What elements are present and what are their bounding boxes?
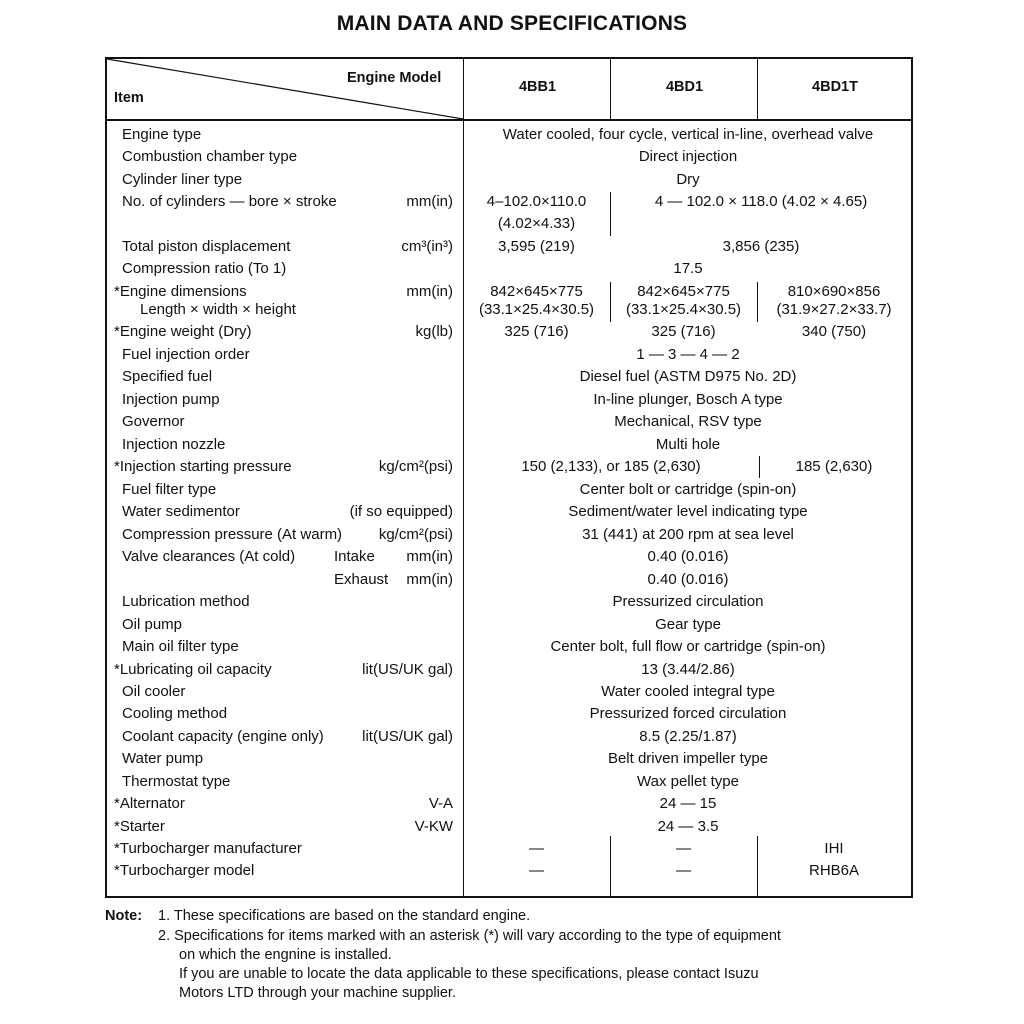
note-1: 1. These specifications are based on the standard engine. <box>158 908 531 924</box>
row-value: Water cooled, four cycle, vertical in-line, overhead valve <box>502 126 874 143</box>
row-label: Engine type <box>122 126 202 143</box>
header-divider <box>757 59 758 119</box>
note-2: 2. Specifications for items marked with an asterisk (*) will vary according to the type of equipment <box>158 928 781 944</box>
row-sublabel: Length × width × height <box>140 301 296 318</box>
value-4bd1: 325 (716) <box>651 323 716 340</box>
row-unit: mm(in) <box>406 548 453 565</box>
row-label: *Alternator <box>114 795 185 812</box>
note-2-line: on which the engnine is installed. <box>179 947 392 963</box>
row-sublabel: Exhaust <box>334 571 389 588</box>
row-label: Combustion chamber type <box>122 148 298 165</box>
value-4bb1: (4.02×4.33) <box>497 215 576 232</box>
row-value: 17.5 <box>673 260 703 277</box>
value-4bb1: (33.1×25.4×30.5) <box>478 301 595 318</box>
value-4bd: 4 — 102.0 × 118.0 (4.02 × 4.65) <box>654 193 868 210</box>
header-4bb1: 4BB1 <box>518 79 557 95</box>
row-value: Center bolt or cartridge (spin-on) <box>579 481 797 498</box>
row-value: 13 (3.44/2.86) <box>641 661 735 678</box>
row-value: Belt driven impeller type <box>607 750 769 767</box>
row-value: Pressurized forced circulation <box>589 705 787 722</box>
header-4bd1: 4BD1 <box>665 79 704 95</box>
row-label: Governor <box>122 413 185 430</box>
row-label: *Lubricating oil capacity <box>114 661 272 678</box>
table-header <box>107 59 911 121</box>
row-label: Thermostat type <box>122 773 231 790</box>
row-label: Main oil filter type <box>122 638 239 655</box>
row-value: Sediment/water level indicating type <box>568 503 808 520</box>
value-4bd1t: (31.9×27.2×33.7) <box>776 301 892 318</box>
row-unit: lit(US/UK gal) <box>362 661 453 678</box>
row-value: Diesel fuel (ASTM D975 No. 2D) <box>579 368 797 385</box>
row-unit: mm(in) <box>406 283 453 300</box>
row-label: Cylinder liner type <box>122 171 243 188</box>
row-unit: kg(lb) <box>415 323 453 340</box>
row-value: Gear type <box>655 616 721 633</box>
row-value: Multi hole <box>655 436 721 453</box>
row-value: Pressurized circulation <box>612 593 764 610</box>
row-value: Water cooled integral type <box>601 683 775 700</box>
row-label: Water pump <box>122 750 204 767</box>
row-unit: V-A <box>428 795 453 812</box>
header-diagonal-line <box>107 59 463 119</box>
value-4bd: 3,856 (235) <box>722 238 800 255</box>
row-label: Compression ratio (To 1) <box>122 260 287 277</box>
row-label: Injection pump <box>122 391 220 408</box>
value-4bb1: 325 (716) <box>504 323 569 340</box>
row-label: Fuel injection order <box>122 346 250 363</box>
row-label: Oil cooler <box>122 683 186 700</box>
row-label: *Starter <box>114 818 165 835</box>
value-4bb1: 4–102.0×110.0 <box>486 193 587 210</box>
row-label: Oil pump <box>122 616 183 633</box>
row-label: *Engine dimensions <box>114 283 247 300</box>
header-item: Item <box>114 90 144 106</box>
cell-divider <box>757 836 758 896</box>
row-label: *Turbocharger model <box>114 862 255 879</box>
row-sublabel: Intake <box>334 548 375 565</box>
row-label: *Injection starting pressure <box>114 458 292 475</box>
value-4bd1: — <box>676 862 691 879</box>
cell-divider <box>610 282 611 322</box>
row-label: Water sedimentor <box>122 503 240 520</box>
header-engine-model: Engine Model <box>347 70 442 86</box>
value-4bb1: 842×645×775 <box>490 283 583 300</box>
row-value: 24 — 15 <box>659 795 717 812</box>
row-label: Injection nozzle <box>122 436 226 453</box>
row-label: Fuel filter type <box>122 481 217 498</box>
note-2-line: If you are unable to locate the data applicable to these specifications, please contact Isuzu <box>179 966 759 982</box>
value-4bb1: 3,595 (219) <box>498 238 575 255</box>
value-4bb1: — <box>529 840 544 857</box>
value-4bd1t: IHI <box>824 840 844 857</box>
row-unit: V-KW <box>414 818 453 835</box>
row-label: *Engine weight (Dry) <box>114 323 252 340</box>
row-label: Lubrication method <box>122 593 250 610</box>
value-4bd1t: RHB6A <box>808 862 860 879</box>
row-value: Center bolt, full flow or cartridge (spin-on) <box>550 638 826 655</box>
row-label: *Turbocharger manufacturer <box>114 840 302 857</box>
row-label: Total piston displacement <box>122 238 291 255</box>
row-value: In-line plunger, Bosch A type <box>593 391 783 408</box>
row-label: Compression pressure (At warm) <box>122 526 343 543</box>
row-value: Mechanical, RSV type <box>614 413 762 430</box>
cell-divider <box>610 836 611 896</box>
row-value: 8.5 (2.25/1.87) <box>639 728 737 745</box>
row-value: 0.40 (0.016) <box>647 571 729 588</box>
row-value: 0.40 (0.016) <box>647 548 729 565</box>
row-value: 24 — 3.5 <box>657 818 719 835</box>
note-heading: Note: <box>105 908 143 924</box>
row-label: Cooling method <box>122 705 228 722</box>
cell-divider <box>759 456 760 478</box>
value-4bd1: (33.1×25.4×30.5) <box>625 301 742 318</box>
row-value: 1 — 3 — 4 — 2 <box>636 346 740 363</box>
value-4bb1-4bd1: 150 (2,133), or 185 (2,630) <box>521 458 701 475</box>
value-4bd1t: 185 (2,630) <box>795 458 873 475</box>
cell-divider <box>757 282 758 322</box>
cell-divider <box>610 192 611 236</box>
row-unit: mm(in) <box>406 193 453 210</box>
value-4bb1: — <box>529 862 544 879</box>
page-title: MAIN DATA AND SPECIFICATIONS <box>336 12 688 35</box>
row-value: Dry <box>676 171 700 188</box>
row-value: Wax pellet type <box>637 773 739 790</box>
row-unit: kg/cm²(psi) <box>378 526 453 543</box>
row-label: Specified fuel <box>122 368 213 385</box>
row-unit: kg/cm²(psi) <box>378 458 453 475</box>
header-4bd1t: 4BD1T <box>812 79 858 95</box>
row-value: Direct injection <box>638 148 738 165</box>
row-label: No. of cylinders — bore × stroke <box>122 193 337 210</box>
row-unit: mm(in) <box>406 571 453 588</box>
row-unit: lit(US/UK gal) <box>362 728 453 745</box>
row-value: 31 (441) at 200 rpm at sea level <box>582 526 794 543</box>
value-4bd1t: 810×690×856 <box>787 283 881 300</box>
value-4bd1t: 340 (750) <box>801 323 867 340</box>
row-unit: cm³(in³) <box>401 238 453 255</box>
row-label: Valve clearances (At cold) <box>122 548 296 565</box>
header-divider <box>610 59 611 119</box>
row-label: Coolant capacity (engine only) <box>122 728 324 745</box>
note-2-line: Motors LTD through your machine supplier. <box>179 985 456 1001</box>
row-unit: (if so equipped) <box>349 503 453 520</box>
value-4bd1: — <box>676 840 691 857</box>
value-4bd1: 842×645×775 <box>637 283 730 300</box>
